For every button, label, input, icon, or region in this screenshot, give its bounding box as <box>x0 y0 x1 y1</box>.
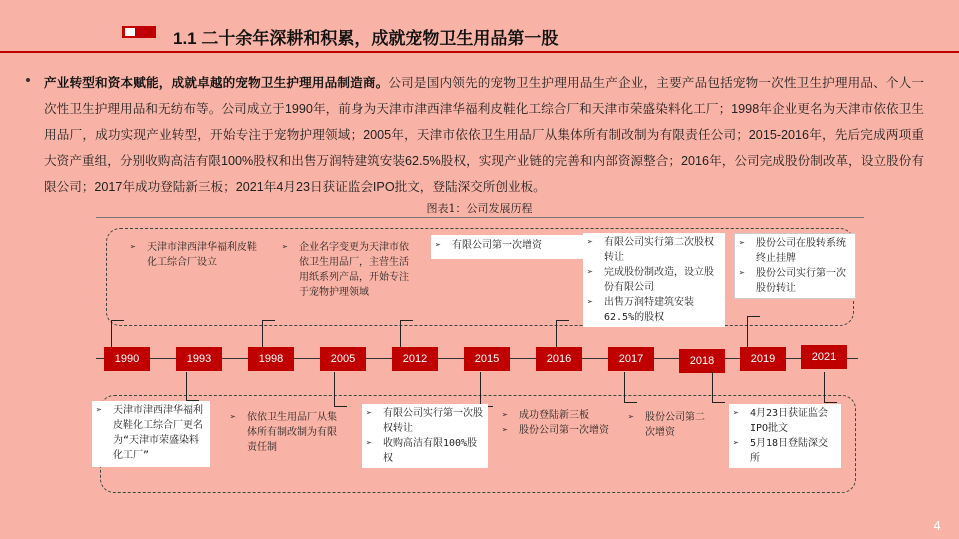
year-box: 2018 <box>679 349 725 373</box>
event-note-top <box>130 240 266 270</box>
year-box: 1993 <box>176 347 222 371</box>
event-note-bottom <box>628 410 712 440</box>
connector-line <box>556 320 569 347</box>
connector-line <box>262 320 275 347</box>
connector-line <box>747 316 760 347</box>
event-note-bottom <box>729 404 841 468</box>
event-item: ➢ 4月23日获证监会IPO批文 <box>733 406 837 436</box>
event-note-bottom <box>92 401 210 467</box>
connector-line <box>712 372 725 403</box>
brand-logo <box>122 26 156 38</box>
connector-line <box>111 320 124 347</box>
event-note-bottom <box>362 404 488 468</box>
year-box: 2021 <box>801 345 847 369</box>
event-item: ➢ 依依卫生用品厂从集体所有制改制为有限责任制 <box>230 410 342 455</box>
event-note-top <box>583 233 725 327</box>
event-item: ➢ 成功登陆新三板 <box>502 408 626 423</box>
bullet-icon <box>26 78 30 82</box>
event-item: ➢ 5月18日登陆深交所 <box>733 436 837 466</box>
event-note-top <box>734 233 856 299</box>
connector-line <box>624 372 637 403</box>
connector-line <box>480 372 493 407</box>
intro-paragraph <box>44 70 924 200</box>
title-divider <box>0 51 959 53</box>
year-box: 2017 <box>608 347 654 371</box>
connector-line <box>186 372 199 401</box>
intro-lead: 产业转型和资本赋能，成就卓越的宠物卫生护理用品制造商。 <box>44 76 389 90</box>
event-item: ➢ 股份公司在股转系统终止挂牌 <box>739 236 851 266</box>
event-note-bottom <box>502 408 626 438</box>
event-note-top <box>282 240 410 300</box>
event-note-bottom <box>230 410 342 455</box>
connector-line <box>334 372 347 407</box>
event-item: ➢ 有限公司实行第一次股权转让 <box>366 406 484 436</box>
event-item: ➢ 股份公司第一次增资 <box>502 423 626 438</box>
year-box: 2016 <box>536 347 582 371</box>
event-item: ➢ 收购高洁有限100%股权 <box>366 436 484 466</box>
year-box: 1990 <box>104 347 150 371</box>
event-item: ➢ 天津市津西津华福利皮鞋化工综合厂设立 <box>130 240 266 270</box>
connector-line <box>824 372 837 403</box>
page-title: 1.1 二十余年深耕和积累，成就宠物卫生用品第一股 <box>173 29 559 48</box>
intro-body: 公司是国内领先的宠物卫生护理用品生产企业，主要产品包括宠物一次性卫生护理用品、个人一次性卫生护理用品和无纺布等。公司成立于1990年，前身为天津市津西津华福利皮鞋化工综合厂和天津市荣盛染料化工厂；1998年企业更名为天津市依依卫生用品厂，成功实现产业转型，开始专注于宠物护理领域；2005年，天津市依依卫生用品厂从集体所有制改制为有限责任公司；2015-2016年，先后完成两项重大资产重组，分别收购高洁有限100%股权和出售万润特建筑安装62.5%股权，实现产业链的完善和内部资源整合；2016年，公司完成股份制改革，设立股份有限公司；2017年成功登陆新三板；2021年4月23日获证监会IPO批文，登陆深交所创业板。 <box>44 76 925 194</box>
event-item: ➢ 天津市津西津华福利皮鞋化工综合厂更名为“天津市荣盛染料化工厂” <box>96 403 208 463</box>
event-item: ➢ 股份公司实行第一次股份转让 <box>739 266 851 296</box>
figure-top-rule <box>96 217 864 218</box>
figure-caption: 图表1：公司发展历程 <box>426 202 533 215</box>
event-item: ➢ 完成股份制改造，设立股份有限公司 <box>587 265 721 295</box>
connector-line <box>400 320 413 347</box>
event-item: ➢ 有限公司第一次增资 <box>435 238 581 253</box>
year-box: 2019 <box>740 347 786 371</box>
event-item: ➢ 企业名字变更为天津市依依卫生用品厂，主营生活用纸系列产品，开始专注于宠物护理领域 <box>282 240 410 300</box>
year-box: 2015 <box>464 347 510 371</box>
page-number: 4 <box>933 519 941 533</box>
year-box: 2012 <box>392 347 438 371</box>
year-box: 1998 <box>248 347 294 371</box>
year-box: 2005 <box>320 347 366 371</box>
event-item: ➢ 有限公司实行第二次股权转让 <box>587 235 721 265</box>
event-item: ➢ 出售万润特建筑安装62.5%的股权 <box>587 295 721 325</box>
event-item: ➢ 股份公司第二次增资 <box>628 410 712 440</box>
event-note-top <box>431 235 583 259</box>
